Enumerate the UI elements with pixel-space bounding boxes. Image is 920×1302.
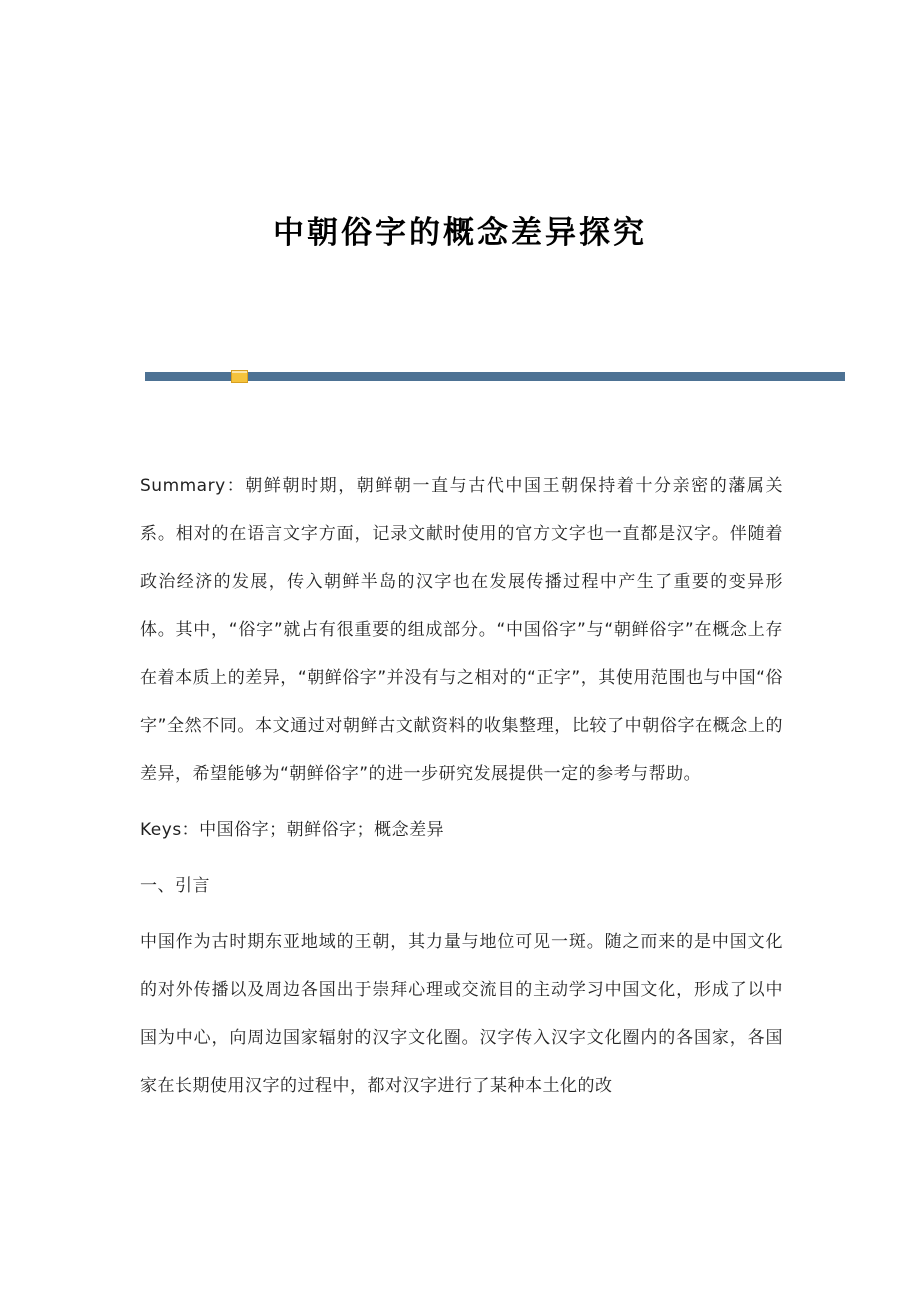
section-divider: [145, 372, 845, 381]
section-heading-intro: 一、引言: [140, 876, 210, 896]
summary-paragraph: Summary：朝鲜朝时期，朝鲜朝一直与古代中国王朝保持着十分亲密的藩属关系。相对的在语言文字方面，记录文献时使用的官方文字也一直都是汉字。伴随着政治经济的发展，传入朝鲜半岛的汉字也在发展传播过程中产生了重要的变异形体。其中，“俗字”就占有很重要的组成部分。“中国俗字”与“朝鲜俗字”在概念上存在着本质上的差异，“朝鲜俗字”并没有与之相对的“正字”，其使用范围也与中国“俗字”全然不同。本文通过对朝鲜古文献资料的收集整理，比较了中朝俗字在概念上的差异，希望能够为“朝鲜俗字”的进一步研究发展提供一定的参考与帮助。: [140, 476, 783, 784]
document-body: [140, 462, 783, 1118]
embedded-image-icon: [231, 370, 248, 383]
document-title: 中朝俗字的概念差异探究: [273, 215, 647, 251]
keywords-line: Keys：中国俗字；朝鲜俗字；概念差异: [140, 820, 445, 840]
intro-paragraph: 中国作为古时期东亚地域的王朝，其力量与地位可见一斑。随之而来的是中国文化的对外传播以及周边各国出于崇拜心理或交流目的主动学习中国文化，形成了以中国为中心，向周边国家辐射的汉字文化圈。汉字传入汉字文化圈内的各国家，各国家在长期使用汉字的过程中，都对汉字进行了某种本土化的改: [140, 932, 783, 1096]
